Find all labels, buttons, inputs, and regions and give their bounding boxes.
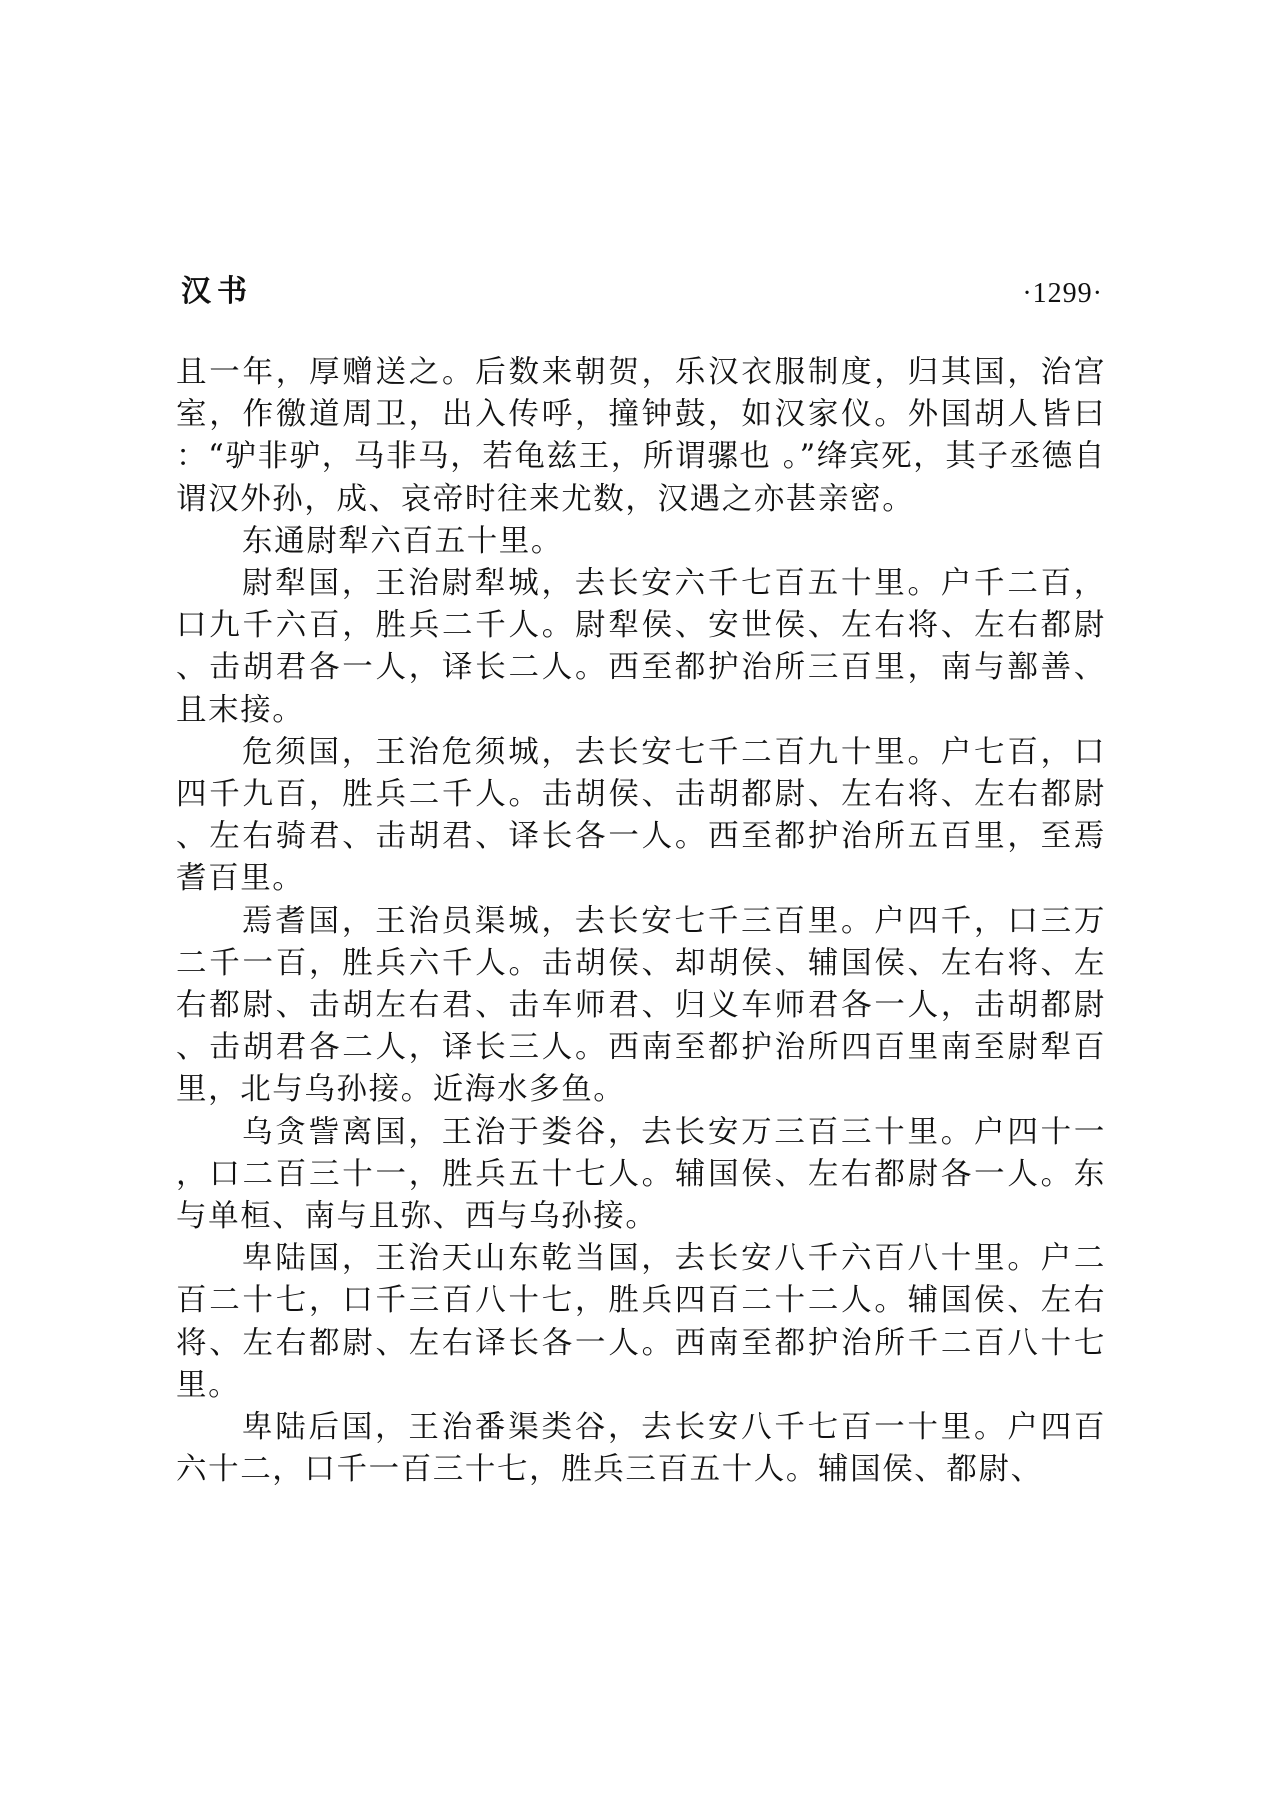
body-text [176, 352, 1106, 1491]
paragraph: 危须国，王治危须城，去长安七千二百九十里。户七百，口四千九百，胜兵二千人。击胡侯、击胡都尉、左右将、左右都尉、左右骑君、击胡君、译长各一人。西至都护治所五百里，至焉耆百里。 [176, 734, 1106, 897]
running-header [181, 272, 1103, 316]
page-number: ·1299· [1022, 278, 1103, 309]
paragraph: 焉耆国，王治员渠城，去长安七千三百里。户四千，口三万二千一百，胜兵六千人。击胡侯、却胡侯、辅国侯、左右将、左右都尉、击胡左右君、击车师君、归义车师君各一人，击胡都尉、击胡君各二人，译长三人。西南至都护治所四百里南至尉犁百里，北与乌孙接。近海水多鱼。 [176, 903, 1106, 1108]
book-title: 汉书 [181, 274, 253, 309]
paragraph: 卑陆后国，王治番渠类谷，去长安八千七百一十里。户四百六十二，口千一百三十七，胜兵三百五十人。辅国侯、都尉、 [176, 1410, 1106, 1488]
paragraph: 东通尉犁六百五十里。 [242, 523, 563, 559]
paragraph: 尉犁国，王治尉犁城，去长安六千七百五十里。户千二百，口九千六百，胜兵二千人。尉犁侯、安世侯、左右将、左右都尉、击胡君各一人，译长二人。西至都护治所三百里，南与鄯善、且末接。 [176, 566, 1106, 728]
paragraph: 乌贪訾离国，王治于娄谷，去长安万三百三十里。户四十一，口二百三十一，胜兵五十七人。辅国侯、左右都尉各一人。东与单桓、南与且弥、西与乌孙接。 [176, 1114, 1106, 1235]
paragraph: 且一年，厚赠送之。后数来朝贺，乐汉衣服制度，归其国，治宫室，作徼道周卫，出入传呼，撞钟鼓，如汉家仪。外国胡人皆曰 ：“驴非驴，马非马，若龟兹王，所谓骡也 。”绛宾死，其子丞德自谓汉外孙，成、哀帝时往来尤数，汉遇之亦甚亲密。 [176, 355, 1106, 517]
paragraph: 卑陆国，王治天山东乾当国，去长安八千六百八十里。户二百二十七，口千三百八十七，胜兵四百二十二人。辅国侯、左右将、左右都尉、左右译长各一人。西南至都护治所千二百八十七里。 [176, 1241, 1106, 1403]
